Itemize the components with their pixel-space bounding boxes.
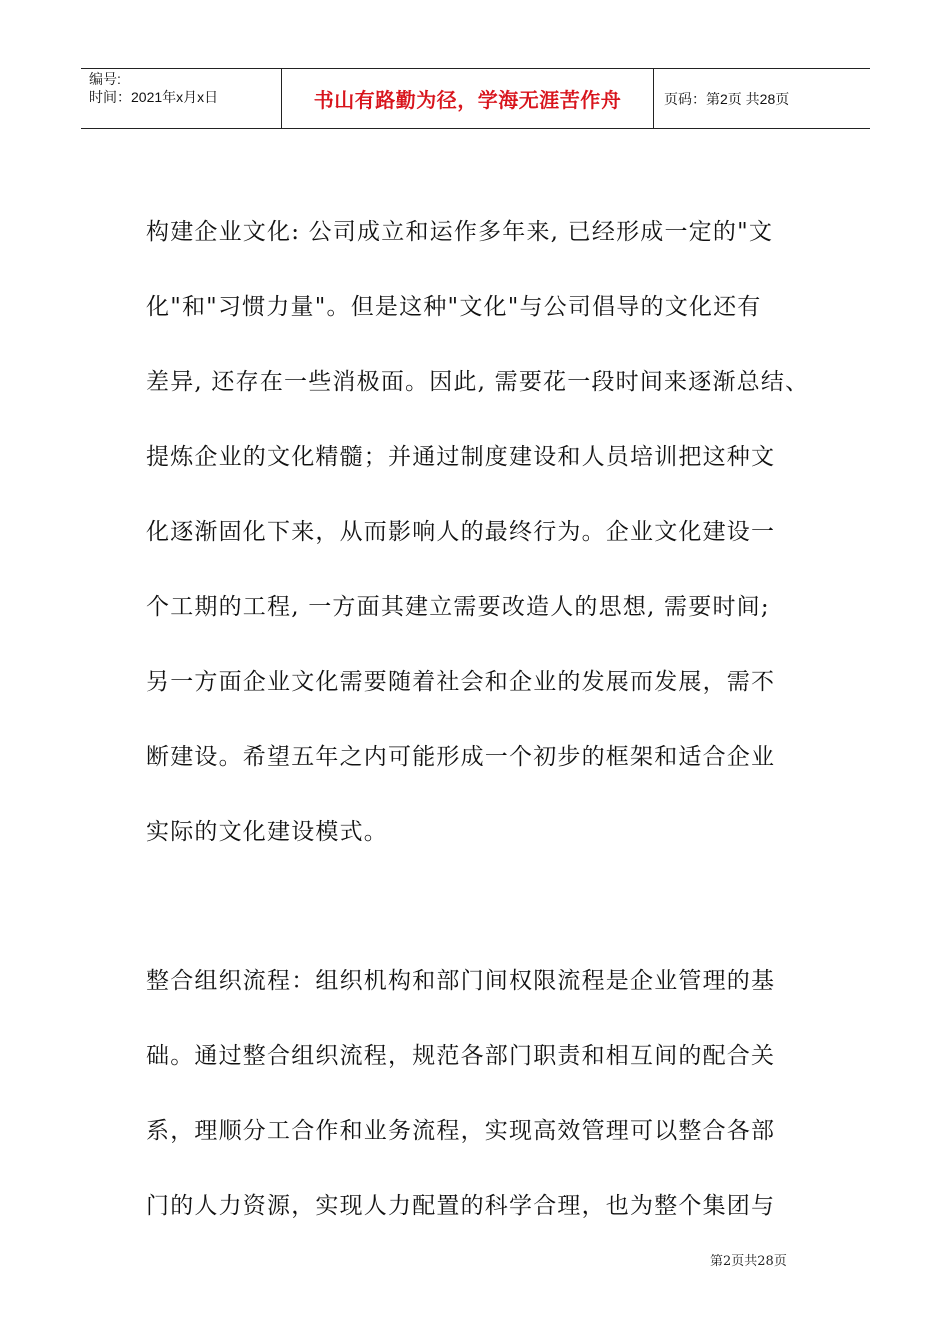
paragraph-line: 个工期的工程, 一方面其建立需要改造人的思想, 需要时间;: [146, 594, 770, 620]
header-page-cell: [654, 69, 870, 128]
header-motto-cell: [282, 69, 654, 128]
paragraph-spacer: [146, 893, 816, 967]
paragraph-corporate-culture: [146, 218, 816, 847]
paragraph-line: 断建设。希望五年之内可能形成一个初步的框架和适合企业: [146, 744, 776, 770]
document-body: [146, 218, 816, 1267]
paragraph-line: 化"和"习惯力量"。但是这种"文化"与公司倡导的文化还有: [146, 294, 762, 320]
header-motto: 书山有路勤为径，学海无涯苦作舟: [313, 88, 622, 112]
paragraph-line: 差异, 还存在一些消极面。因此, 需要花一段时间来逐渐总结、: [146, 369, 810, 395]
document-header: [81, 68, 870, 129]
paragraph-line: 整合组织流程：组织机构和部门间权限流程是企业管理的基: [146, 968, 776, 994]
paragraph-line: 提炼企业的文化精髓；并通过制度建设和人员培训把这种文: [146, 444, 776, 470]
paragraph-line: 础。通过整合组织流程，规范各部门职责和相互间的配合关: [146, 1043, 776, 1069]
paragraph-line: 化逐渐固化下来，从而影响人的最终行为。企业文化建设一: [146, 519, 776, 545]
paragraph-line: 构建企业文化: 公司成立和运作多年来, 已经形成一定的"文: [146, 219, 774, 245]
footer-page-number: 第2页共28页: [710, 1254, 787, 1269]
document-date: 时间：2021年x月x日: [89, 89, 219, 105]
paragraph-line: 系，理顺分工合作和业务流程，实现高效管理可以整合各部: [146, 1118, 776, 1144]
paragraph-line: 门的人力资源，实现人力配置的科学合理，也为整个集团与: [146, 1193, 776, 1219]
paragraph-line: 另一方面企业文化需要随着社会和企业的发展而发展，需不: [146, 669, 776, 695]
header-meta-cell: [81, 69, 282, 128]
paragraph-organization-process: [146, 967, 816, 1221]
document-number-label: 编号:: [89, 71, 121, 87]
paragraph-line: 实际的文化建设模式。: [146, 819, 388, 845]
page-footer: [710, 1250, 787, 1269]
header-page-info: 页码：第2页 共28页: [664, 90, 790, 107]
